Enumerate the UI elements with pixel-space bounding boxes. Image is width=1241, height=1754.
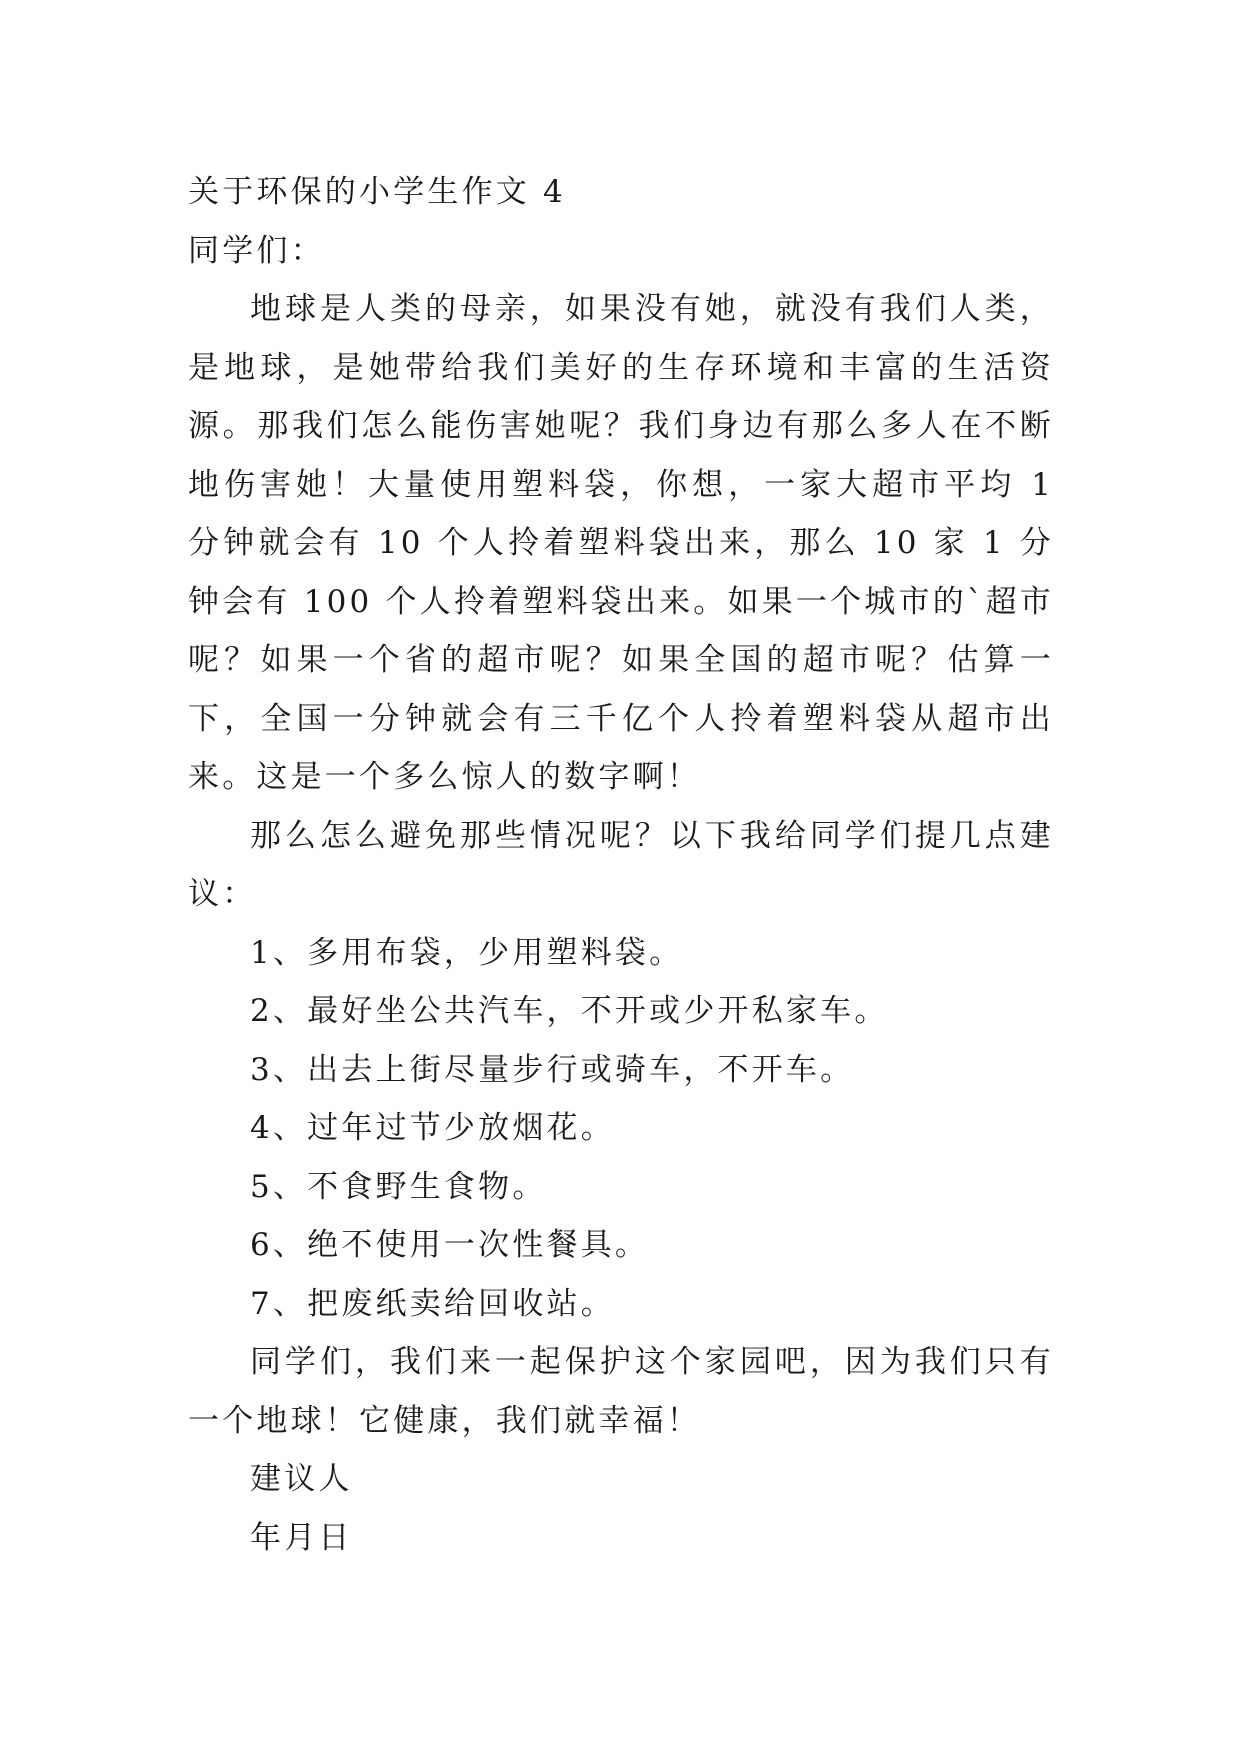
suggestion-item-6: 6、绝不使用一次性餐具。: [250, 1227, 650, 1263]
signature: 建议人: [250, 1461, 353, 1497]
salutation: 同学们：: [188, 232, 325, 269]
suggestion-item-2: 2、最好坐公共汽车，不开或少开私家车。: [250, 993, 889, 1029]
document-title: 关于环保的小学生作文 4: [188, 174, 566, 210]
closing-paragraph: 同学们，我们来一起保护这个家园吧，因为我们只有一个地球！它健康，我们就幸福！: [188, 1344, 1054, 1439]
document-page: [188, 163, 1054, 1567]
suggestion-item-3: 3、出去上街尽量步行或骑车，不开车。: [250, 1051, 855, 1088]
paragraph-earth: 地球是人类的母亲，如果没有她，就没有我们人类，是地球，是她带给我们美好的生存环境和丰富的生活资源。那我们怎么能伤害她呢？我们身边有那么多人在不断地伤害她！大量使用塑料袋，你想，一家大超市平均 1 分钟就会有 10 个人拎着塑料袋出来，那么 10 家 1 分钟会有 100 个人拎着塑料袋出来。如果一个城市的`超市呢？如果一个省的超市呢？如果全国的超市呢？估算一下，全国一分钟就会有三千亿个人拎着塑料袋从超市出来。这是一个多么惊人的数字啊！: [188, 291, 1054, 795]
paragraph-suggestions-intro: 那么怎么避免那些情况呢？以下我给同学们提几点建议：: [188, 817, 1054, 912]
suggestion-item-7: 7、把废纸卖给回收站。: [250, 1285, 615, 1322]
date-line: 年月日: [250, 1519, 353, 1556]
suggestion-item-4: 4、过年过节少放烟花。: [250, 1110, 615, 1146]
suggestion-item-1: 1、多用布袋，少用塑料袋。: [250, 934, 684, 971]
suggestion-item-5: 5、不食野生食物。: [250, 1168, 547, 1205]
